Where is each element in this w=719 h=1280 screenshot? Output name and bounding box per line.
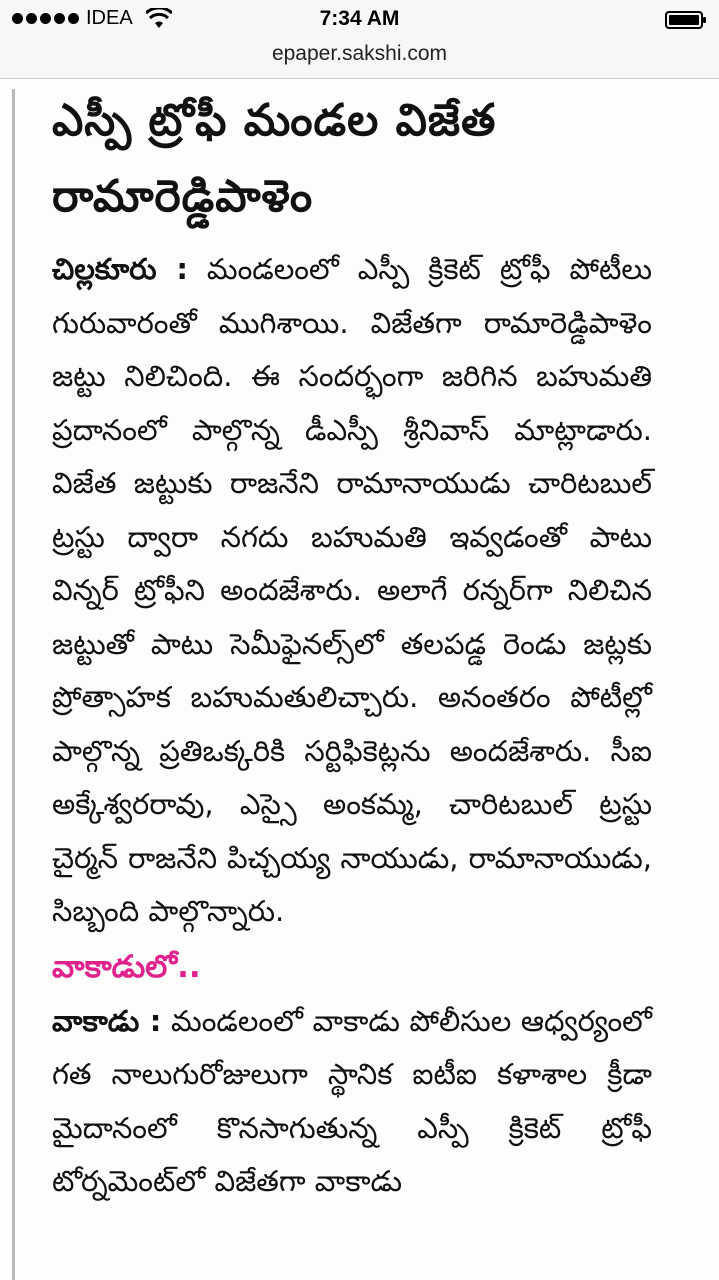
news-article bbox=[52, 79, 652, 1209]
story-paragraph-2 bbox=[52, 995, 652, 1209]
status-bar bbox=[0, 0, 719, 40]
story-paragraph-1 bbox=[52, 243, 652, 939]
story-dateline-1: చిల్లకూరు : bbox=[52, 252, 188, 286]
article-subheading: వాకాడులో.. bbox=[52, 948, 201, 985]
column-divider bbox=[12, 89, 15, 1280]
article-headline: ఎస్పీ ట్రోఫీ మండల విజేత రామారెడ్డిపాళెం bbox=[52, 95, 497, 222]
address-bar[interactable] bbox=[0, 40, 719, 79]
battery-icon bbox=[665, 11, 707, 29]
story-dateline-2: వాకాడు : bbox=[52, 1003, 162, 1038]
status-time: 7:34 AM bbox=[319, 7, 400, 30]
url-text[interactable]: epaper.sakshi.com bbox=[271, 42, 448, 65]
story-body-1: మండలంలో ఎస్పీ క్రికెట్ ట్రోఫీ పోటీలు గురువారంతో ముగిశాయి. విజేతగా రామారెడ్డిపాళెం జట్టు నిలిచింది. ఈ సందర్భంగా జరిగిన బహుమతి ప్రదానంలో పాల్గొన్న డీఎస్పీ శ్రీనివాస్ మాట్లాడారు. విజేత జట్టుకు రాజనేని రామానాయుడు చారిటబుల్ ట్రస్టు ద్వారా నగదు బహుమతి ఇవ్వడంతో పాటు విన్నర్ ట్రోఫీని అందజేశారు. అలాగే రన్నర్‌గా నిలిచిన జట్టుతో పాటు సెమీఫైనల్స్‌లో తలపడ్డ రెండు జట్లకు ప్రోత్సాహక బహుమతులిచ్చారు. అనంతరం పోటీల్లో పాల్గొన్న ప్రతిఒక్కరికి సర్టిఫికెట్లను అందజేశారు. సీఐ అక్కేశ్వరరావు, ఎస్సై అంకమ్మ, చారిటబుల్ ట్రస్టు చైర్మన్ రాజనేని పిచ్చయ్య నాయుడు, రామానాయుడు, సిబ్బంది పాల్గొన్నారు. bbox=[52, 252, 652, 928]
epaper-page[interactable] bbox=[0, 79, 719, 1280]
carrier-name: IDEA bbox=[86, 7, 133, 29]
story-body-2: మండలంలో వాకాడు పోలీసుల ఆధ్వర్యంలో గత నాలుగురోజులుగా స్థానిక ఐటీఐ కళాశాల క్రీడా మైదానంలో కొనసాగుతున్న ఎస్పీ క్రికెట్ ట్రోఫీ టోర్నమెంట్‌లో విజేతగా వాకాడు bbox=[52, 1003, 652, 1198]
